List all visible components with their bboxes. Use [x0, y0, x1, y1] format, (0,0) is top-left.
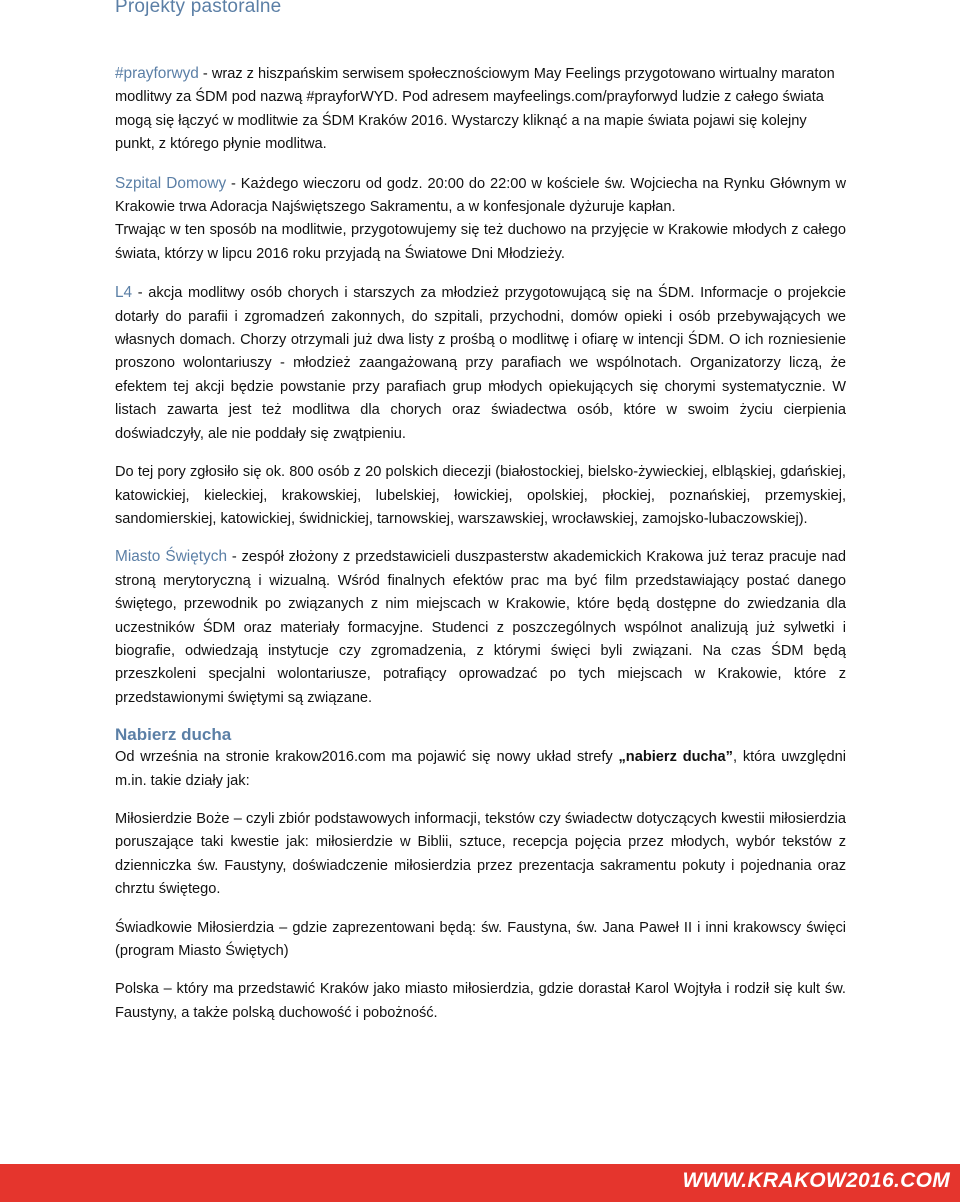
- polska-paragraph: Polska – który ma przedstawić Kraków jako miasto miłosierdzia, gdzie dorastał Karol Wojtyła i rodził się kult św. Faustyny, a także polską duchowość i pobożność.: [115, 981, 846, 1021]
- prayforwyd-text: - wraz z hiszpańskim serwisem społecznościowym May Feelings przygotowano wirtualny maraton modlitwy za ŚDM pod nazwą #prayforWYD. Pod adresem mayfeelings.com/prayforwyd ludzie z całego świata mogą się łączyć w modlitwie za ŚDM Kraków 2016. Wystarczy kliknąć a na mapie świata pojawi się kolejny punkt, z którego płynie modlitwa.: [115, 66, 835, 153]
- footer-banner: [0, 1164, 960, 1202]
- prayforwyd-paragraph: [115, 62, 846, 157]
- miasto-paragraph: [115, 545, 846, 710]
- l4-paragraph: [115, 281, 846, 446]
- document-body: [115, 62, 846, 1025]
- miasto-text: - zespół złożony z przedstawicieli duszpasterstw akademickich Krakowa już teraz pracuje nad stroną merytoryczną i wizualną. Wśród finalnych efektów prac ma być film przedstawiający postać danego świętego, przewodnik po związanych z nim miejscach w Krakowie, które będą dostępne do zwiedzania dla uczestników ŚDM oraz materiały formacyjne. Studenci z poszczególnych wspólnot analizują już sylwetki i biografie, odwiedzają instytucje czy zgromadzenia, z którymi święci byli związani. Na czas ŚDM będą przeszkoleni specjalni wolontariusze, potrafiący oprowadzać po tych miejscach w Krakowie, które z przedstawionymi świętymi są związane.: [115, 549, 846, 706]
- footer-url: WWW.KRAKOW2016.COM: [682, 1169, 950, 1192]
- swiadkowie-paragraph: Świadkowie Miłosierdzia – gdzie zaprezentowani będą: św. Faustyna, św. Jana Paweł II i inni krakowscy święci (program Miasto Świętych): [115, 919, 846, 959]
- nabierz-heading: Nabierz ducha: [115, 725, 232, 745]
- szpital-text: - Każdego wieczoru od godz. 20:00 do 22:00 w kościele św. Wojciecha na Rynku Głównym w Krakowie trwa Adoracja Najświętszego Sakramentu, a w konfesjonale dyżuruje kapłan.: [115, 175, 846, 216]
- szpital-name: Szpital Domowy: [115, 174, 227, 192]
- page-title: Projekty pastoralne: [115, 0, 282, 17]
- prayforwyd-name: #prayforwyd: [115, 65, 199, 82]
- szpital-paragraph: [115, 172, 846, 220]
- szpital-paragraph-2: Trwając w ten sposób na modlitwie, przygotowujemy się też duchowo na przyjęcie w Krakowie młodych z całego świata, którzy w lipcu 2016 roku przyjadą na Światowe Dni Młodzieży.: [115, 222, 846, 262]
- l4-paragraph-2: Do tej pory zgłosiło się ok. 800 osób z 20 polskich diecezji (białostockiej, bielsko-żywieckiej, elbląskiej, gdańskiej, katowickiej, kieleckiej, krakowskiej, lubelskiej, łowickiej, opolskiej, płockiej, poznańskiej, przemyskiej, sandomierskiej, katowickiej, świdnickiej, tarnowskiej, warszawskiej, wrocławskiej, zamojsko-lubaczowskiej).: [115, 464, 846, 527]
- nabierz-intro: [115, 746, 846, 793]
- miasto-name: Miasto Świętych: [115, 548, 228, 566]
- milosierdzie-paragraph: Miłosierdzie Boże – czyli zbiór podstawowych informacji, tekstów czy świadectw dotyczących kwestii miłosierdzia poruszające taki kwestie jak: miłosierdzie w Biblii, sztuce, recepcja pojęcia przez młodych, wybór tekstów z dzienniczka św. Faustyny, doświadczenie miłosierdzia przez prezentacja sakramentu pokuty i pojednania oraz chrztu świętego.: [115, 810, 846, 898]
- nabierz-intro-before: Od września na stronie krakow2016.com ma pojawić się nowy układ strefy: [115, 749, 619, 766]
- nabierz-intro-bold: „nabierz ducha”: [618, 749, 733, 766]
- l4-text: - akcja modlitwy osób chorych i starszych za młodzież przygotowującą się na ŚDM. Informacje o projekcie dotarły do parafii i zgromadzeń zakonnych, do szpitali, przychodni, domów opieki i osób przebywających we własnych domach. Chorzy otrzymali już dwa listy z prośbą o modlitwę i ofiarę w intencji ŚDM. O ich rozniesienie proszono wolontariuszy - młodzież zaangażowaną przy parafiach we wspólnotach. Organizatorzy liczą, że efektem tej akcji będzie powstanie przy parafiach grup młodych opiekujących się chorymi systematycznie. W listach zawarta jest też modlitwa dla chorych oraz świadectwa osób, które w swoim życiu cierpienia doświadczyły, ale nie poddały się zwątpieniu.: [115, 285, 846, 442]
- nabierz-intro-after: , która uwzględni m.in. takie działy jak:: [115, 749, 846, 789]
- l4-name: L4: [115, 284, 133, 302]
